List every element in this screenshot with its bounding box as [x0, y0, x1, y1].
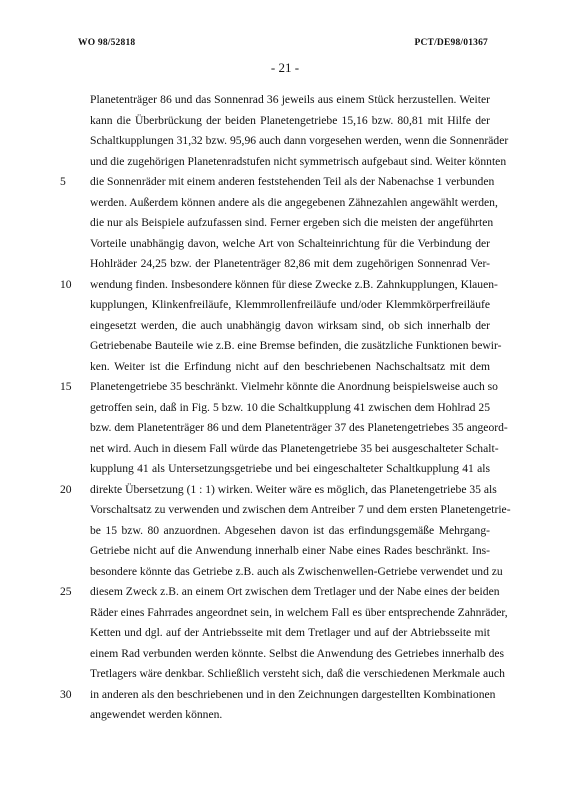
text-line: und die zugehörigen Planetenradstufen nicht symmetrisch aufgebaut sind. Weiter könnten	[90, 154, 507, 168]
margin-line-number: 5	[60, 175, 66, 188]
text-line: besondere könnte das Getriebe z.B. auch als Zwischenwellen-Getriebe verwendet und zu	[90, 564, 503, 578]
text-line: Vorschaltsatz zu verwenden und zwischen dem Antreiber 7 und dem ersten Planetengetrie-	[90, 503, 511, 516]
text-line: in anderen als den beschriebenen und in den Zeichnungen dargestellten Kombinationen	[90, 687, 496, 701]
text-line: be 15 bzw. 80 anzuordnen. Abgesehen davon ist das erfindungsgemäße Mehrgang-	[90, 523, 490, 537]
text-line: direkte Übersetzung (1 : 1) wirken. Weiter wäre es möglich, das Planetengetriebe 35 als	[90, 482, 497, 496]
text-line: Räder eines Fahrrades angeordnet sein, in welchem Fall es über entsprechende Zahnräder,	[90, 605, 508, 619]
text-line: bzw. dem Planetenträger 86 und dem Planetenträger 37 des Planetengetriebes 35 angeord-	[90, 421, 508, 434]
text-line: kupplungen, Klinkenfreiläufe, Klemmrollenfreiläufe und/oder Klemmkörperfreiläufe	[90, 298, 490, 311]
text-line: eingesetzt werden, die auch unabhängig davon wirksam sind, ob sich innerhalb der	[90, 318, 490, 332]
margin-line-number: 20	[60, 482, 72, 496]
margin-line-number: 15	[60, 380, 72, 393]
text-line: die nur als Beispiele aufzufassen sind. Ferner ergeben sich die meisten der angeführten	[90, 216, 494, 229]
page-number: - 21 -	[270, 60, 300, 75]
text-line: Planetenträger 86 und das Sonnenrad 36 jeweils aus einem Stück herzustellen. Weiter	[90, 93, 490, 106]
publication-number: WO 98/52818	[78, 38, 136, 48]
text-line: angewendet werden können.	[90, 708, 223, 721]
text-line: Ketten und dgl. auf der Antriebsseite mit dem Tretlager und auf der Abtriebsseite mit	[90, 626, 490, 639]
text-line: wendung finden. Insbesondere können für diese Zwecke z.B. Zahnkupplungen, Klauen-	[90, 277, 498, 291]
margin-line-number: 10	[60, 277, 72, 291]
text-line: Schaltkupplungen 31,32 bzw. 95,96 auch dann vorgesehen werden, wenn die Sonnenräder	[90, 134, 509, 147]
text-line: Getriebenabe Bauteile wie z.B. eine Bremse befinden, die zusätzliche Funktionen bewir-	[90, 339, 502, 352]
text-line: net wird. Auch in diesem Fall würde das Planetengetriebe 35 bei ausgeschalteter Schalt-	[90, 441, 499, 455]
text-line: kann die Überbrückung der beiden Planetengetriebe 15,16 bzw. 80,81 mit Hilfe der	[90, 113, 490, 127]
text-line: Getriebe nicht auf die Anwendung innerhalb einer Nabe eines Rades beschränkt. Ins-	[90, 544, 490, 557]
text-line: werden. Außerdem können andere als die angegebenen Zähnezahlen angewählt werden,	[90, 195, 498, 209]
text-line: getroffen sein, daß in Fig. 5 bzw. 10 die Schaltkupplung 41 zwischen dem Hohlrad 25	[90, 400, 490, 414]
text-line: Vorteile unabhängig davon, welche Art von Schalteinrichtung für die Verbindung der	[90, 236, 490, 250]
text-line: ken. Weiter ist die Erfindung nicht auf den beschriebenen Nachschaltsatz mit dem	[90, 359, 490, 373]
text-line: die Sonnenräder mit einem anderen feststehenden Teil als der Nabenachse 1 verbunden	[90, 175, 495, 188]
text-line: Tretlagers wäre denkbar. Schließlich versteht sich, daß die verschiedenen Merkmale auch	[90, 667, 505, 680]
text-line: einem Rad verbunden werden könnte. Selbst die Anwendung des Getriebes innerhalb des	[90, 646, 505, 660]
text-line: Hohlräder 24,25 bzw. der Planetenträger 82,86 mit dem zugehörigen Sonnenrad Ver-	[90, 257, 490, 270]
text-line: diesem Zweck z.B. an einem Ort zwischen dem Tretlager und der Nabe eines der beiden	[90, 585, 500, 598]
margin-line-number: 25	[60, 585, 72, 598]
text-line: kupplung 41 als Untersetzungsgetriebe und bei eingeschalteter Schaltkupplung 41 als	[90, 462, 490, 475]
text-line: Planetengetriebe 35 beschränkt. Vielmehr könnte die Anordnung beispielsweise auch so	[90, 380, 498, 393]
application-number: PCT/DE98/01367	[414, 38, 488, 48]
margin-line-number: 30	[60, 687, 72, 701]
